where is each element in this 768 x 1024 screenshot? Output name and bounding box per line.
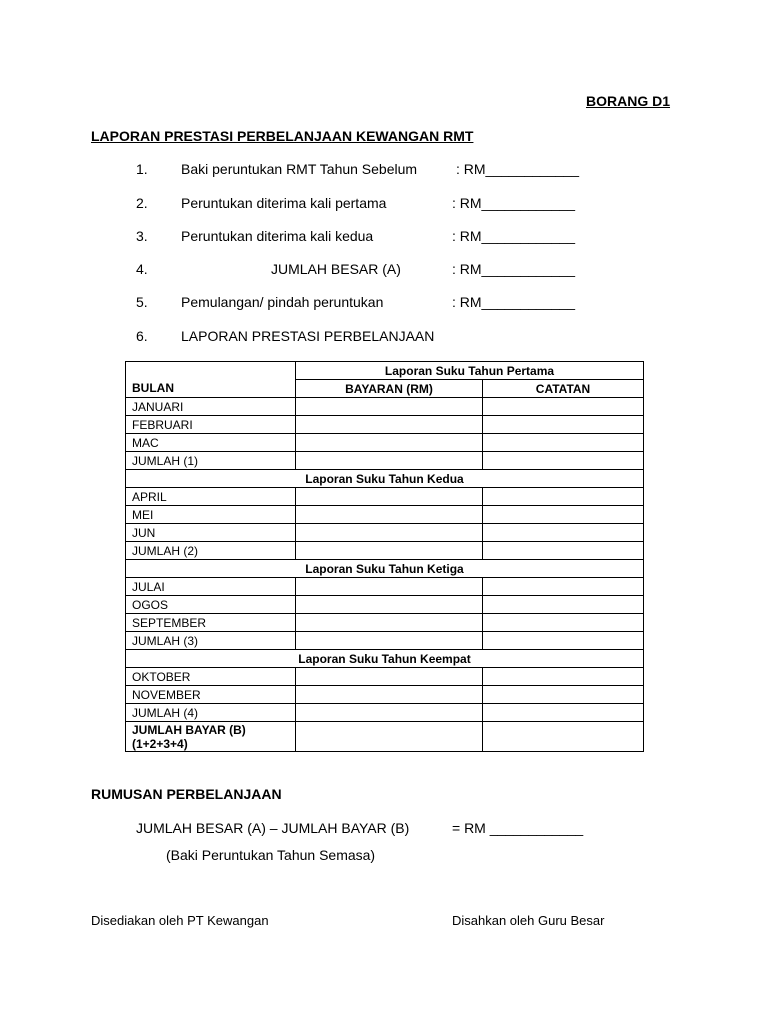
table-row bbox=[126, 686, 644, 704]
form-code: BORANG D1 bbox=[586, 93, 671, 109]
item-number: 6. bbox=[136, 328, 148, 344]
table-row bbox=[126, 596, 644, 614]
table-row bbox=[126, 578, 644, 596]
item-3 bbox=[0, 228, 768, 248]
prepared-by: Disediakan oleh PT Kewangan bbox=[91, 913, 269, 928]
table-row bbox=[126, 416, 644, 434]
month-cell: JULAI bbox=[126, 578, 296, 596]
item-number: 5. bbox=[136, 294, 148, 310]
item-label: Peruntukan diterima kali kedua bbox=[181, 228, 374, 244]
table-row bbox=[126, 632, 644, 650]
note-cell[interactable] bbox=[483, 578, 644, 596]
month-cell: OKTOBER bbox=[126, 668, 296, 686]
payment-cell[interactable] bbox=[296, 542, 483, 560]
payment-cell[interactable] bbox=[296, 614, 483, 632]
item-value: : RM____________ bbox=[456, 161, 579, 177]
note-column-header: CATATAN bbox=[483, 380, 644, 398]
payment-cell[interactable] bbox=[296, 506, 483, 524]
item-label: Peruntukan diterima kali pertama bbox=[181, 195, 387, 211]
note-cell[interactable] bbox=[483, 506, 644, 524]
month-cell: SEPTEMBER bbox=[126, 614, 296, 632]
table-row bbox=[126, 452, 644, 470]
table-row bbox=[126, 506, 644, 524]
item-number: 1. bbox=[136, 161, 148, 177]
note-cell[interactable] bbox=[483, 632, 644, 650]
payment-cell[interactable] bbox=[296, 704, 483, 722]
payment-cell[interactable] bbox=[296, 668, 483, 686]
month-cell: NOVEMBER bbox=[126, 686, 296, 704]
item-5 bbox=[0, 294, 768, 314]
item-6 bbox=[0, 328, 768, 348]
payment-cell[interactable] bbox=[296, 578, 483, 596]
month-cell: OGOS bbox=[126, 596, 296, 614]
item-1 bbox=[0, 161, 768, 181]
subtotal-cell: JUMLAH (2) bbox=[126, 542, 296, 560]
note-cell[interactable] bbox=[483, 722, 644, 752]
item-number: 4. bbox=[136, 261, 148, 277]
month-cell: JUN bbox=[126, 524, 296, 542]
payment-cell[interactable] bbox=[296, 398, 483, 416]
month-column-header: BULAN bbox=[126, 380, 296, 398]
payment-cell[interactable] bbox=[296, 452, 483, 470]
grand-total-line-2: (1+2+3+4) bbox=[132, 736, 188, 751]
expenditure-report-table bbox=[125, 361, 644, 752]
item-value: : RM____________ bbox=[452, 228, 575, 244]
month-header bbox=[126, 362, 296, 380]
item-value: : RM____________ bbox=[452, 261, 575, 277]
note-cell[interactable] bbox=[483, 416, 644, 434]
note-cell[interactable] bbox=[483, 434, 644, 452]
note-cell[interactable] bbox=[483, 398, 644, 416]
table-row bbox=[126, 542, 644, 560]
grand-total-line-1: JUMLAH BAYAR (B) bbox=[132, 722, 246, 737]
payment-cell[interactable] bbox=[296, 686, 483, 704]
report-title: LAPORAN PRESTASI PERBELANJAAN KEWANGAN RMT bbox=[91, 128, 474, 144]
quarter-4-title: Laporan Suku Tahun Keempat bbox=[126, 650, 644, 668]
table-row bbox=[126, 614, 644, 632]
subtotal-cell: JUMLAH (3) bbox=[126, 632, 296, 650]
grand-total-row bbox=[126, 722, 644, 752]
payment-cell[interactable] bbox=[296, 488, 483, 506]
note-cell[interactable] bbox=[483, 614, 644, 632]
item-value: : RM____________ bbox=[452, 195, 575, 211]
item-number: 3. bbox=[136, 228, 148, 244]
item-2 bbox=[0, 195, 768, 215]
quarter-1-title: Laporan Suku Tahun Pertama bbox=[296, 362, 644, 380]
month-cell: MAC bbox=[126, 434, 296, 452]
table-row bbox=[126, 704, 644, 722]
summary-formula: JUMLAH BESAR (A) – JUMLAH BAYAR (B) bbox=[136, 820, 410, 836]
quarter-3-title: Laporan Suku Tahun Ketiga bbox=[126, 560, 644, 578]
payment-cell[interactable] bbox=[296, 416, 483, 434]
month-cell: APRIL bbox=[126, 488, 296, 506]
approved-by: Disahkan oleh Guru Besar bbox=[452, 913, 605, 928]
note-cell[interactable] bbox=[483, 704, 644, 722]
payment-cell[interactable] bbox=[296, 524, 483, 542]
item-value: : RM____________ bbox=[452, 294, 575, 310]
summary-title: RUMUSAN PERBELANJAAN bbox=[91, 786, 282, 802]
item-label: Pemulangan/ pindah peruntukan bbox=[181, 294, 384, 310]
note-cell[interactable] bbox=[483, 542, 644, 560]
note-cell[interactable] bbox=[483, 488, 644, 506]
payment-cell[interactable] bbox=[296, 722, 483, 752]
payment-column-header: BAYARAN (RM) bbox=[296, 380, 483, 398]
month-cell: MEI bbox=[126, 506, 296, 524]
quarter-2-title: Laporan Suku Tahun Kedua bbox=[126, 470, 644, 488]
table-row bbox=[126, 524, 644, 542]
table-row bbox=[126, 398, 644, 416]
subtotal-cell: JUMLAH (1) bbox=[126, 452, 296, 470]
month-cell: FEBRUARI bbox=[126, 416, 296, 434]
note-cell[interactable] bbox=[483, 524, 644, 542]
item-label: JUMLAH BESAR (A) bbox=[271, 261, 401, 277]
note-cell[interactable] bbox=[483, 668, 644, 686]
table-row bbox=[126, 434, 644, 452]
item-number: 2. bbox=[136, 195, 148, 211]
note-cell[interactable] bbox=[483, 686, 644, 704]
payment-cell[interactable] bbox=[296, 434, 483, 452]
payment-cell[interactable] bbox=[296, 596, 483, 614]
summary-note: (Baki Peruntukan Tahun Semasa) bbox=[166, 847, 376, 863]
table-row bbox=[126, 668, 644, 686]
month-cell: JANUARI bbox=[126, 398, 296, 416]
grand-total-label bbox=[126, 722, 296, 752]
summary-result: = RM ____________ bbox=[452, 820, 584, 836]
note-cell[interactable] bbox=[483, 452, 644, 470]
item-4 bbox=[0, 261, 768, 281]
item-label: Baki peruntukan RMT Tahun Sebelum bbox=[181, 161, 418, 177]
note-cell[interactable] bbox=[483, 596, 644, 614]
payment-cell[interactable] bbox=[296, 632, 483, 650]
item-label: LAPORAN PRESTASI PERBELANJAAN bbox=[181, 328, 435, 344]
subtotal-cell: JUMLAH (4) bbox=[126, 704, 296, 722]
table-row bbox=[126, 488, 644, 506]
